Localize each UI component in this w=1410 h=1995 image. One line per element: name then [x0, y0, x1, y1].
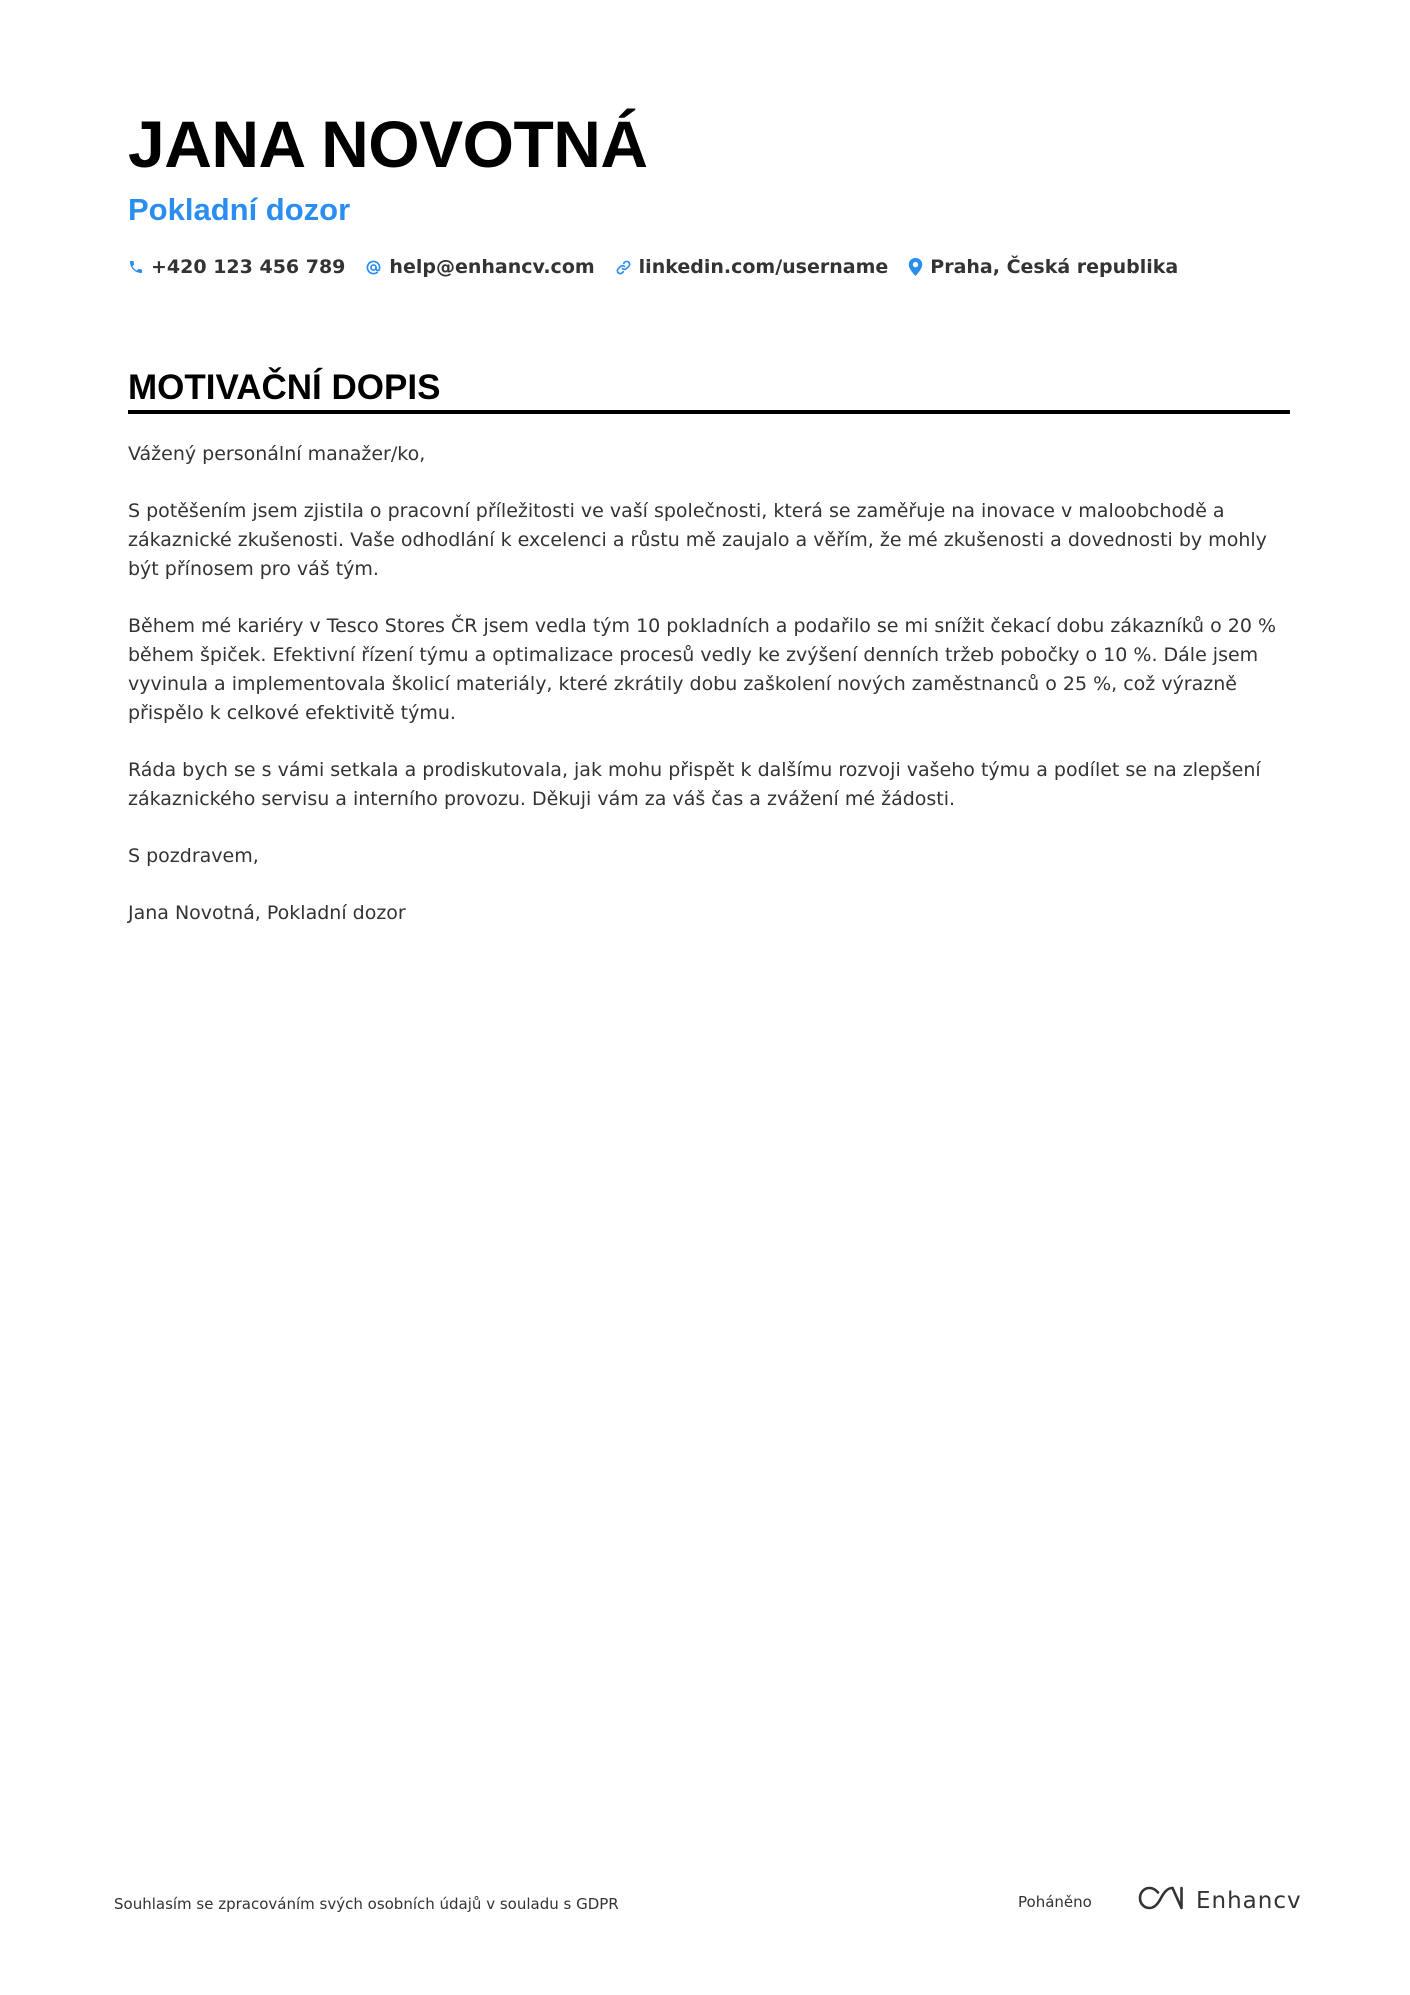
email-text: help@enhancv.com: [389, 256, 595, 278]
letter-body: [128, 440, 1293, 956]
at-icon: [365, 259, 382, 276]
contact-bar: [128, 252, 1178, 282]
powered-by-label: Poháněno: [1018, 1893, 1092, 1911]
contact-phone[interactable]: [128, 256, 345, 278]
letter-paragraph-2: Během mé kariéry v Tesco Stores ČR jsem vedla tým 10 pokladních a podařilo se mi snížit čekací dobu zákazníků o 20 % během špiček. Efektivní řízení týmu a optimalizace procesů vedly ke zvýšení denních tržeb pobočky o 10 %. Dále jsem vyvinula a implementovala školicí materiály, které zkrátily dobu zaškolení nových zaměstnanců o 25 %, což výrazně přispělo k celkové efektivitě týmu.: [128, 615, 1277, 724]
section-divider: [128, 410, 1290, 414]
candidate-name: JANA NOVOTNÁ: [128, 107, 648, 181]
contact-location: [908, 256, 1178, 278]
gdpr-consent: Souhlasím se zpracováním svých osobních údajů v souladu s GDPR: [114, 1895, 619, 1913]
location-text: Praha, Česká republika: [930, 256, 1179, 278]
link-icon: [615, 259, 632, 276]
letter-paragraph-3: Ráda bych se s vámi setkala a prodiskutovala, jak mohu přispět k dalšímu rozvoji vašeho týmu a podílet se na zlepšení zákaznického servisu a interního provozu. Děkuji vám za váš čas a zvážení mé žádosti.: [128, 759, 1261, 810]
contact-linkedin[interactable]: [615, 256, 889, 278]
enhancv-logo-text: Enhancv: [1196, 1888, 1302, 1914]
phone-icon: [128, 259, 144, 275]
letter-greeting: Vážený personální manažer/ko,: [128, 443, 426, 465]
candidate-role: Pokladní dozor: [128, 192, 351, 227]
phone-text: +420 123 456 789: [151, 256, 346, 278]
enhancv-logo[interactable]: [1138, 1886, 1302, 1916]
linkedin-text: linkedin.com/username: [638, 256, 889, 278]
enhancv-logo-icon: [1138, 1886, 1184, 1916]
letter-closing: S pozdravem,: [128, 845, 259, 867]
contact-email[interactable]: [365, 256, 594, 278]
location-pin-icon: [908, 258, 923, 276]
letter-signature: Jana Novotná, Pokladní dozor: [128, 902, 406, 924]
section-title: MOTIVAČNÍ DOPIS: [128, 368, 441, 407]
letter-paragraph-1: S potěšením jsem zjistila o pracovní příležitosti ve vaší společnosti, která se zaměřuje na inovace v maloobchodě a zákaznické zkušenosti. Vaše odhodlání k excelenci a růstu mě zaujalo a věřím, že mé zkušenosti a dovednosti by mohly být přínosem pro váš tým.: [128, 500, 1267, 580]
